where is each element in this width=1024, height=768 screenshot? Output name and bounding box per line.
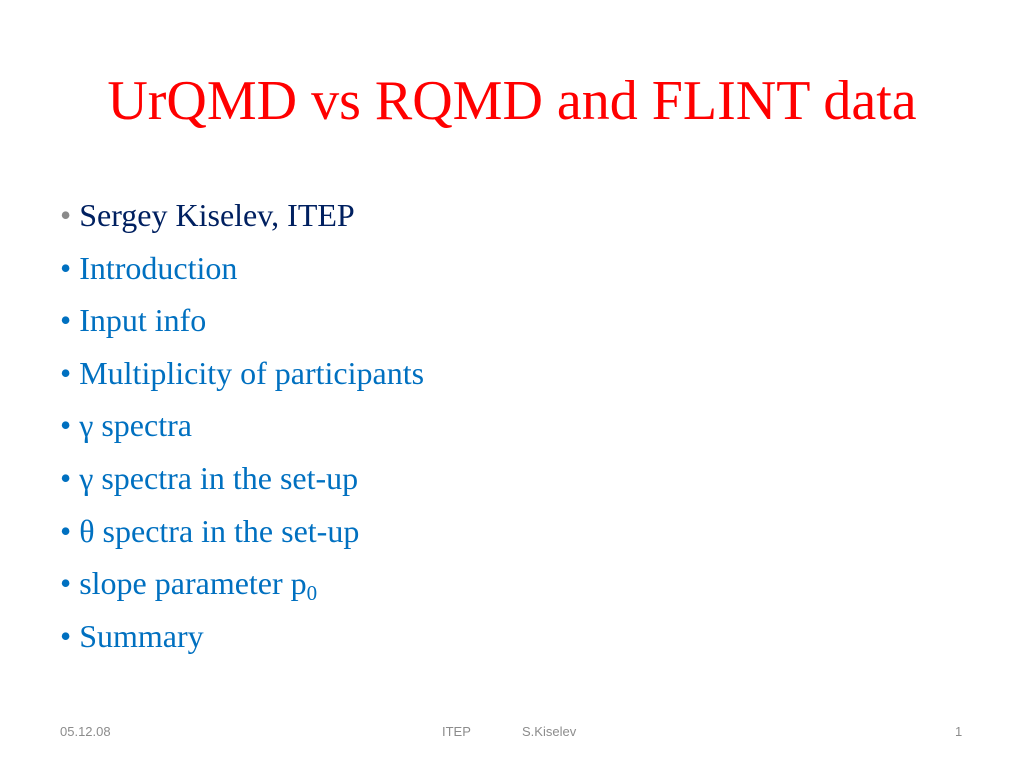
bullet-text: γ spectra in the set-up — [79, 459, 359, 496]
bullet-dot-icon: • — [60, 302, 72, 339]
subscript-zero: 0 — [306, 581, 318, 606]
list-item — [60, 452, 424, 505]
bullet-dot-icon: • — [60, 407, 72, 444]
bullet-list — [60, 189, 424, 662]
slide-title: UrQMD vs RQMD and FLINT data — [107, 70, 917, 132]
bullet-text: Input info — [79, 302, 207, 339]
bullet-text: Summary — [79, 617, 204, 654]
list-item — [60, 242, 424, 295]
bullet-text: slope parameter p — [79, 565, 307, 602]
list-item — [60, 399, 424, 452]
bullet-dot-icon: • — [60, 354, 72, 391]
bullet-dot-icon: • — [60, 197, 72, 233]
list-item — [60, 557, 424, 610]
list-item — [60, 347, 424, 400]
bullet-dot-icon: • — [60, 617, 72, 654]
bullet-dot-icon: • — [60, 459, 72, 496]
list-item-author — [60, 189, 424, 242]
bullet-dot-icon: • — [60, 249, 72, 286]
list-item — [60, 505, 424, 558]
bullet-dot-icon: • — [60, 512, 72, 549]
bullet-text: θ spectra in the set-up — [79, 512, 360, 549]
bullet-text: Introduction — [79, 249, 238, 286]
list-item — [60, 610, 424, 663]
list-item — [60, 294, 424, 347]
footer-page-number: 1 — [955, 724, 963, 739]
bullet-text: Multiplicity of participants — [79, 354, 425, 391]
footer-organization: ITEP — [442, 724, 471, 739]
bullet-dot-icon: • — [60, 565, 72, 602]
footer-date: 05.12.08 — [60, 724, 111, 739]
footer-author: S.Kiselev — [522, 724, 577, 739]
bullet-text: Sergey Kiselev, ITEP — [79, 197, 355, 233]
bullet-text: γ spectra — [79, 407, 192, 444]
